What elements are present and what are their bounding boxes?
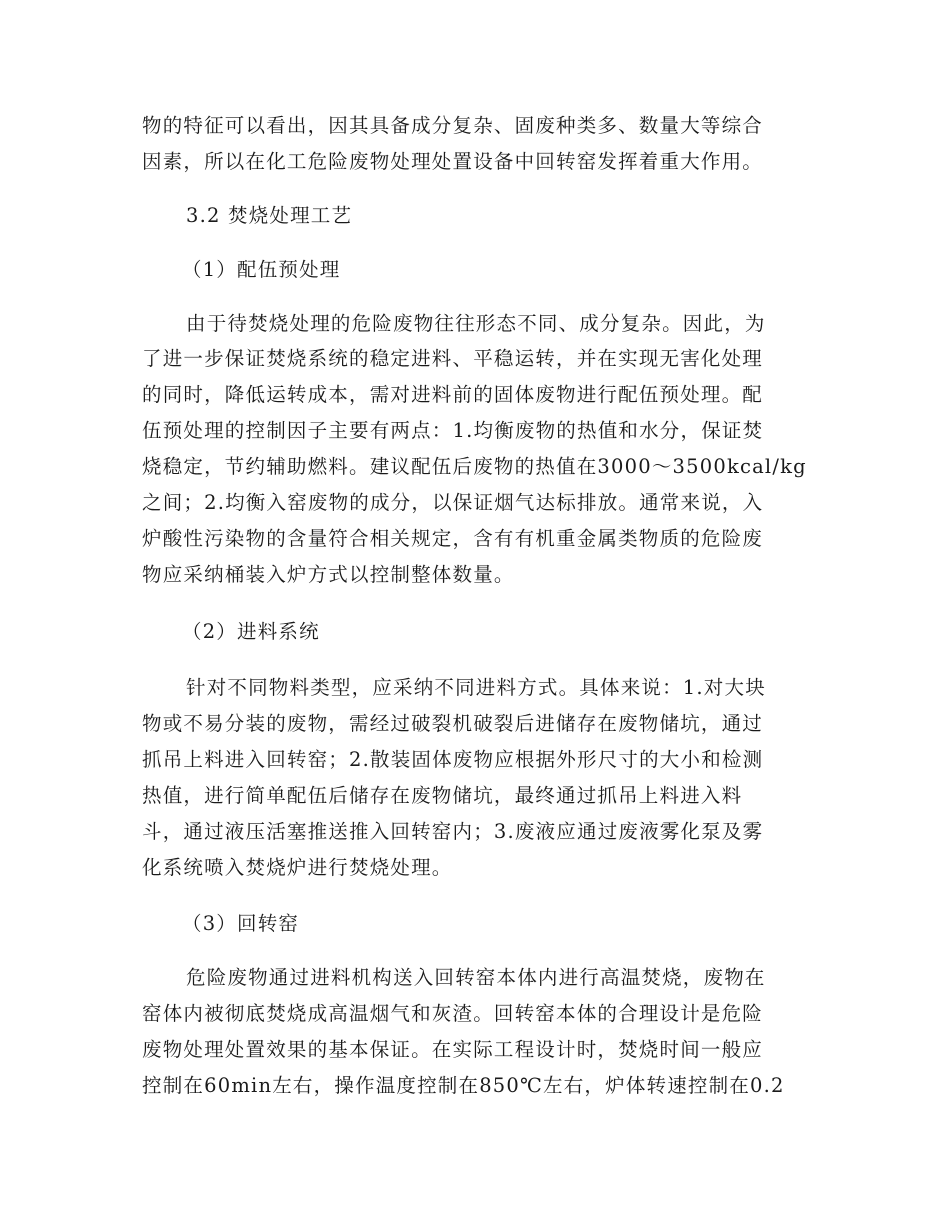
subsection-heading: （2）进料系统: [182, 620, 320, 643]
paragraph-line: 物的特征可以看出，因其具备成分复杂、固废种类多、数量大等综合: [142, 114, 764, 137]
paragraph-line: 危险废物通过进料机构送入回转窑本体内进行高温焚烧，废物在: [186, 966, 766, 989]
paragraph-line: 控制在60min左右，操作温度控制在850℃左右，炉体转速控制在0.2: [142, 1074, 785, 1097]
paragraph-line: 废物处理处置效果的基本保证。在实际工程设计时，焚烧时间一般应: [142, 1038, 764, 1061]
paragraph-line: 热值，进行简单配伍后储存在废物储坑，最终通过抓吊上料进入料: [142, 784, 743, 807]
paragraph-line: 烧稳定，节约辅助燃料。建议配伍后废物的热值在3000～3500kcal/kg: [142, 455, 807, 478]
paragraph-line: 了进一步保证焚烧系统的稳定进料、平稳运转，并在实现无害化处理: [142, 347, 764, 370]
paragraph-line: 伍预处理的控制因子主要有两点：1.均衡废物的热值和水分，保证焚: [142, 419, 764, 442]
paragraph-line: 物或不易分装的废物，需经过破裂机破裂后进储存在废物储坑，通过: [142, 712, 764, 735]
section-heading: 3.2 焚烧处理工艺: [186, 204, 353, 227]
subsection-heading: （1）配伍预处理: [182, 258, 341, 281]
paragraph-line: 之间；2.均衡入窑废物的成分，以保证烟气达标排放。通常来说，入: [142, 491, 764, 514]
paragraph-line: 因素，所以在化工危险废物处理处置设备中回转窑发挥着重大作用。: [142, 150, 764, 173]
paragraph-line: 炉酸性污染物的含量符合相关规定，含有有机重金属类物质的危险废: [142, 527, 764, 550]
paragraph-line: 斗，通过液压活塞推送推入回转窑内；3.废液应通过废液雾化泵及雾: [142, 820, 764, 843]
paragraph-line: 的同时，降低运转成本，需对进料前的固体废物进行配伍预处理。配: [142, 383, 764, 406]
paragraph-line: 化系统喷入焚烧炉进行焚烧处理。: [142, 856, 453, 879]
paragraph-line: 由于待焚烧处理的危险废物往往形态不同、成分复杂。因此，为: [186, 312, 766, 335]
paragraph-line: 抓吊上料进入回转窑；2.散装固体废物应根据外形尺寸的大小和检测: [142, 748, 764, 771]
paragraph-line: 窑体内被彻底焚烧成高温烟气和灰渣。回转窑本体的合理设计是危险: [142, 1002, 764, 1025]
paragraph-line: 针对不同物料类型，应采纳不同进料方式。具体来说：1.对大块: [186, 676, 766, 699]
subsection-heading: （3）回转窑: [182, 912, 300, 935]
paragraph-line: 物应采纳桶装入炉方式以控制整体数量。: [142, 563, 515, 586]
